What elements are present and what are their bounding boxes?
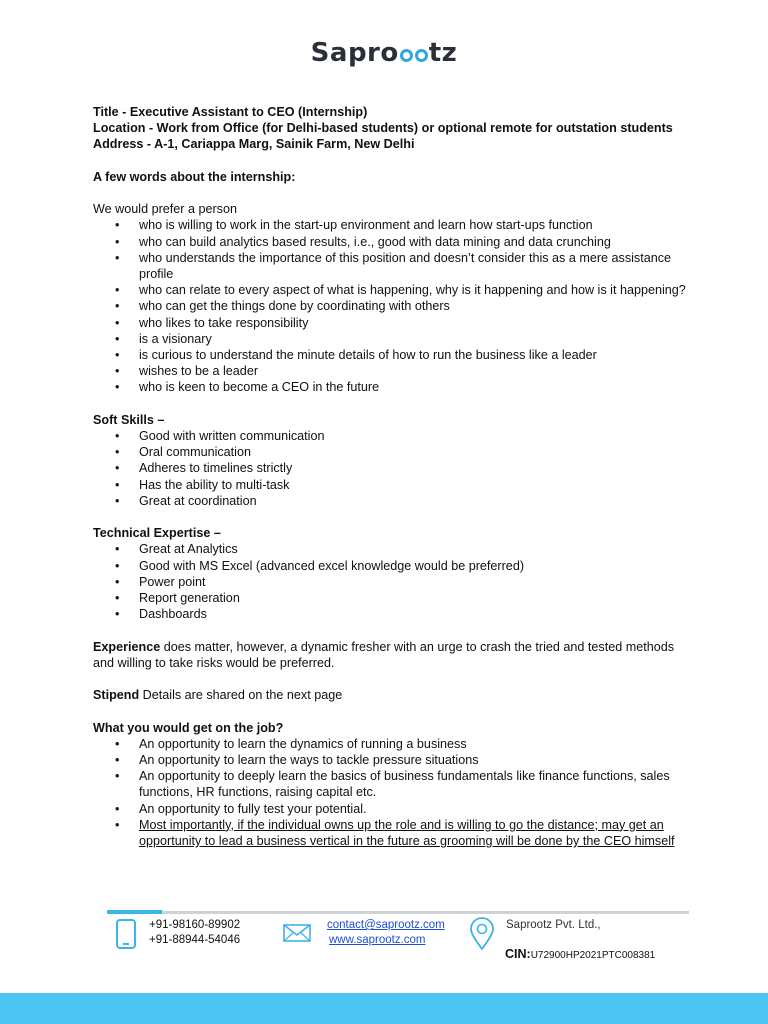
cin-label: CIN:: [505, 947, 531, 961]
stipend-paragraph: [93, 687, 693, 703]
email-link[interactable]: contact@saprootz.com: [327, 919, 445, 931]
list-item: • who understands the importance of this position and doesn’t consider this as a mere assistance profile: [139, 250, 693, 282]
list-item: • An opportunity to deeply learn the basics of business fundamentals like finance functions, sales functions, HR functions, raising capital etc.: [139, 768, 693, 800]
phone-number: +91-98160-89902: [149, 919, 241, 931]
list-item: • wishes to be a leader: [139, 363, 693, 379]
list-item: • who likes to take responsibility: [139, 315, 693, 331]
logo-text-end: tz: [428, 38, 458, 68]
company-logo: [0, 38, 768, 68]
logo-ring-icon: [415, 49, 428, 62]
list-item: • is a visionary: [139, 331, 693, 347]
experience-label: Experience: [93, 639, 161, 654]
technical-list: [93, 541, 693, 622]
intro-heading: A few words about the internship:: [93, 169, 296, 184]
cin-value: U72900HP2021PTC008381: [530, 950, 656, 961]
phone-number: +91-88944-54046: [149, 934, 241, 946]
phone-icon: [116, 919, 136, 949]
location-pin-icon: [469, 917, 495, 951]
list-item: • Good with MS Excel (advanced excel knowledge would be preferred): [139, 558, 693, 574]
list-item: • Great at coordination: [139, 493, 693, 509]
list-item: • who is willing to work in the start-up environment and learn how start-ups function: [139, 217, 693, 233]
list-item: • Dashboards: [139, 606, 693, 622]
job-address: Address - A-1, Cariappa Marg, Sainik Farm, New Delhi: [93, 137, 415, 152]
list-item: • who is keen to become a CEO in the future: [139, 379, 693, 395]
list-item: • who can get the things done by coordinating with others: [139, 298, 693, 314]
footer-divider-accent: [107, 910, 162, 914]
experience-paragraph: [93, 639, 693, 671]
document-body: [93, 104, 693, 849]
mail-icon: [283, 924, 311, 942]
logo-text-start: Sapro: [310, 38, 399, 68]
stipend-text: Details are shared on the next page: [139, 688, 343, 703]
list-item: • An opportunity to fully test your potential.: [139, 801, 693, 817]
list-item: • who can relate to every aspect of what is happening, why is it happening and how is it happening?: [139, 282, 693, 298]
job-title: Title - Executive Assistant to CEO (Internship): [93, 105, 368, 119]
list-item: • Report generation: [139, 590, 693, 606]
list-item: • Oral communication: [139, 444, 693, 460]
logo-ring-icon: [400, 49, 413, 62]
experience-text: does matter, however, a dynamic fresher with an urge to crash the tried and tested methods and willing to take risks would be preferred.: [93, 639, 675, 670]
list-item: • An opportunity to learn the ways to tackle pressure situations: [139, 752, 693, 768]
job-benefits-heading: What you would get on the job?: [93, 720, 284, 735]
stipend-label: Stipend: [93, 688, 140, 703]
prefer-list: [93, 217, 693, 395]
list-item: • who can build analytics based results, i.e., good with data mining and data crunching: [139, 234, 693, 250]
list-item: • Has the ability to multi-task: [139, 477, 693, 493]
footer-contacts: [327, 918, 445, 948]
job-location: Location - Work from Office (for Delhi-based students) or optional remote for outstation students: [93, 121, 673, 136]
list-item: • Great at Analytics: [139, 541, 693, 557]
soft-skills-heading: Soft Skills –: [93, 412, 165, 427]
soft-skills-list: [93, 428, 693, 509]
bottom-accent-bar: [0, 993, 768, 1024]
list-item: • Adheres to timelines strictly: [139, 460, 693, 476]
list-item: • An opportunity to learn the dynamics of running a business: [139, 736, 693, 752]
footer-company: Saprootz Pvt. Ltd.,: [506, 919, 601, 931]
website-link[interactable]: www.saprootz.com: [329, 934, 426, 946]
job-benefits-list: [93, 736, 693, 849]
footer-cin: [505, 947, 655, 963]
footer-divider: [107, 911, 689, 914]
prefer-lead: We would prefer a person: [93, 202, 237, 217]
list-item: • Power point: [139, 574, 693, 590]
footer-phones: [149, 918, 240, 948]
list-item-highlight: • Most importantly, if the individual owns up the role and is willing to go the distance; may get an opportunity to lead a business vertical in the future as grooming will be done by the CEO himself: [139, 817, 693, 849]
technical-heading: Technical Expertise –: [93, 526, 221, 541]
list-item: • is curious to understand the minute details of how to run the business like a leader: [139, 347, 693, 363]
list-item: • Good with written communication: [139, 428, 693, 444]
